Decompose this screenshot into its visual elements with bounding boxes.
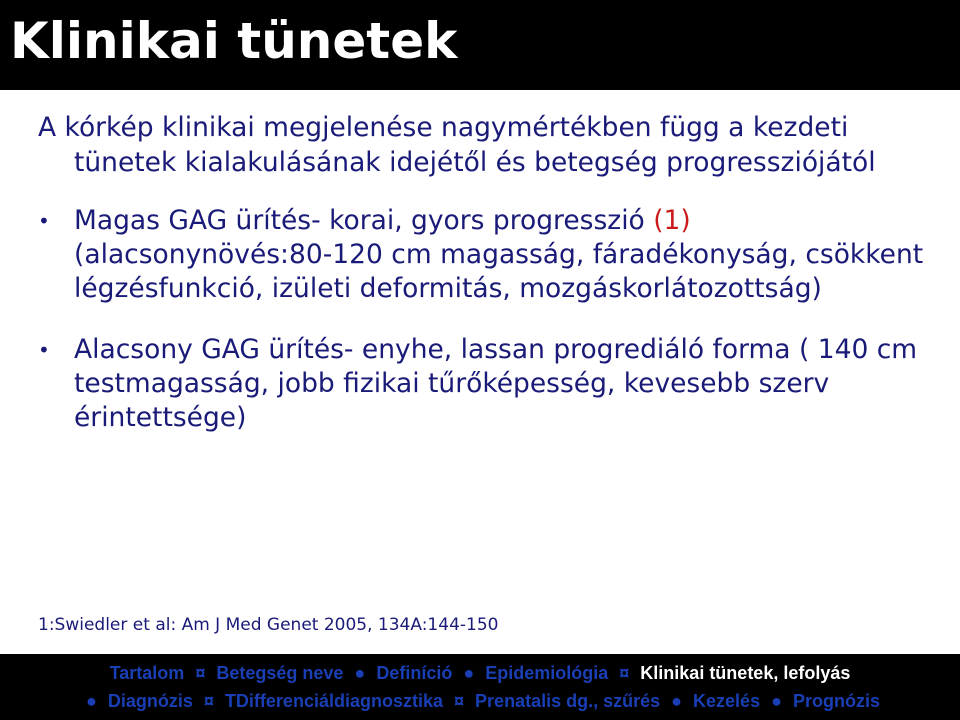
nav-separator-icon: ¤ (195, 663, 206, 683)
title-bar (0, 0, 960, 90)
bullet-text: Alacsony GAG ürítés- enyhe, lassan progrediáló forma ( 140 cm testmagasság, jobb fizikai tűrőképesség, kevesebb szerv érintettsége) (74, 334, 918, 433)
bullet-low-gag (38, 333, 938, 435)
nav-link-differencialdiagnosztika[interactable]: TDifferenciáldiagnosztika (224, 691, 443, 711)
nav-link-tartalom[interactable]: Tartalom (109, 663, 185, 683)
bullet-dot-icon: • (38, 209, 50, 233)
nav-link-klinikai-tunetek[interactable]: Klinikai tünetek, lefolyás (640, 663, 851, 683)
nav-link-betegseg-neve[interactable]: Betegség neve (216, 663, 344, 683)
intro-paragraph: A kórkép klinikai megjelenése nagymértékben függ a kezdeti tünetek kialakulásának idejétől és betegség progressziójától (38, 112, 876, 178)
nav-link-definicio[interactable]: Definíció (376, 663, 453, 683)
nav-separator-icon: ● (463, 663, 475, 683)
reference-citation: 1:Swiedler et al: Am J Med Genet 2005, 134A:144-150 (38, 615, 499, 635)
nav-separator-icon: ● (771, 691, 782, 711)
bullet-text: Magas GAG ürítés- korai, gyors progresszió (74, 205, 654, 236)
nav-separator-icon: ● (354, 663, 366, 683)
nav-link-epidemiologia[interactable]: Epidemiológia (485, 663, 609, 683)
slide-content (38, 110, 938, 435)
nav-separator-icon: ¤ (619, 663, 630, 683)
nav-link-kezeles[interactable]: Kezelés (693, 691, 761, 711)
bullet-dot-icon: • (38, 338, 50, 362)
bullet-list (38, 204, 938, 435)
nav-separator-icon: ¤ (203, 691, 214, 711)
citation-marker: (1) (653, 205, 691, 236)
bullet-text-continued: (alacsonynövés:80-120 cm magasság, fáradékonyság, csökkent légzésfunkció, izületi deformitás, mozgáskorlátozottság) (74, 239, 924, 304)
bullet-high-gag (38, 204, 938, 306)
nav-separator-icon: ¤ (454, 691, 465, 711)
slide-title: Klinikai tünetek (10, 12, 458, 70)
nav-link-prognozis[interactable]: Prognózis (792, 691, 880, 711)
nav-link-prenatalis[interactable]: Prenatalis dg., szűrés (475, 691, 661, 711)
navigation-bar (0, 654, 960, 720)
nav-separator-icon: ● (671, 691, 683, 711)
nav-separator-icon: ● (85, 691, 97, 711)
nav-link-diagnozis[interactable]: Diagnózis (107, 691, 193, 711)
nav-row-2 (0, 686, 960, 716)
nav-row-1 (0, 658, 960, 688)
